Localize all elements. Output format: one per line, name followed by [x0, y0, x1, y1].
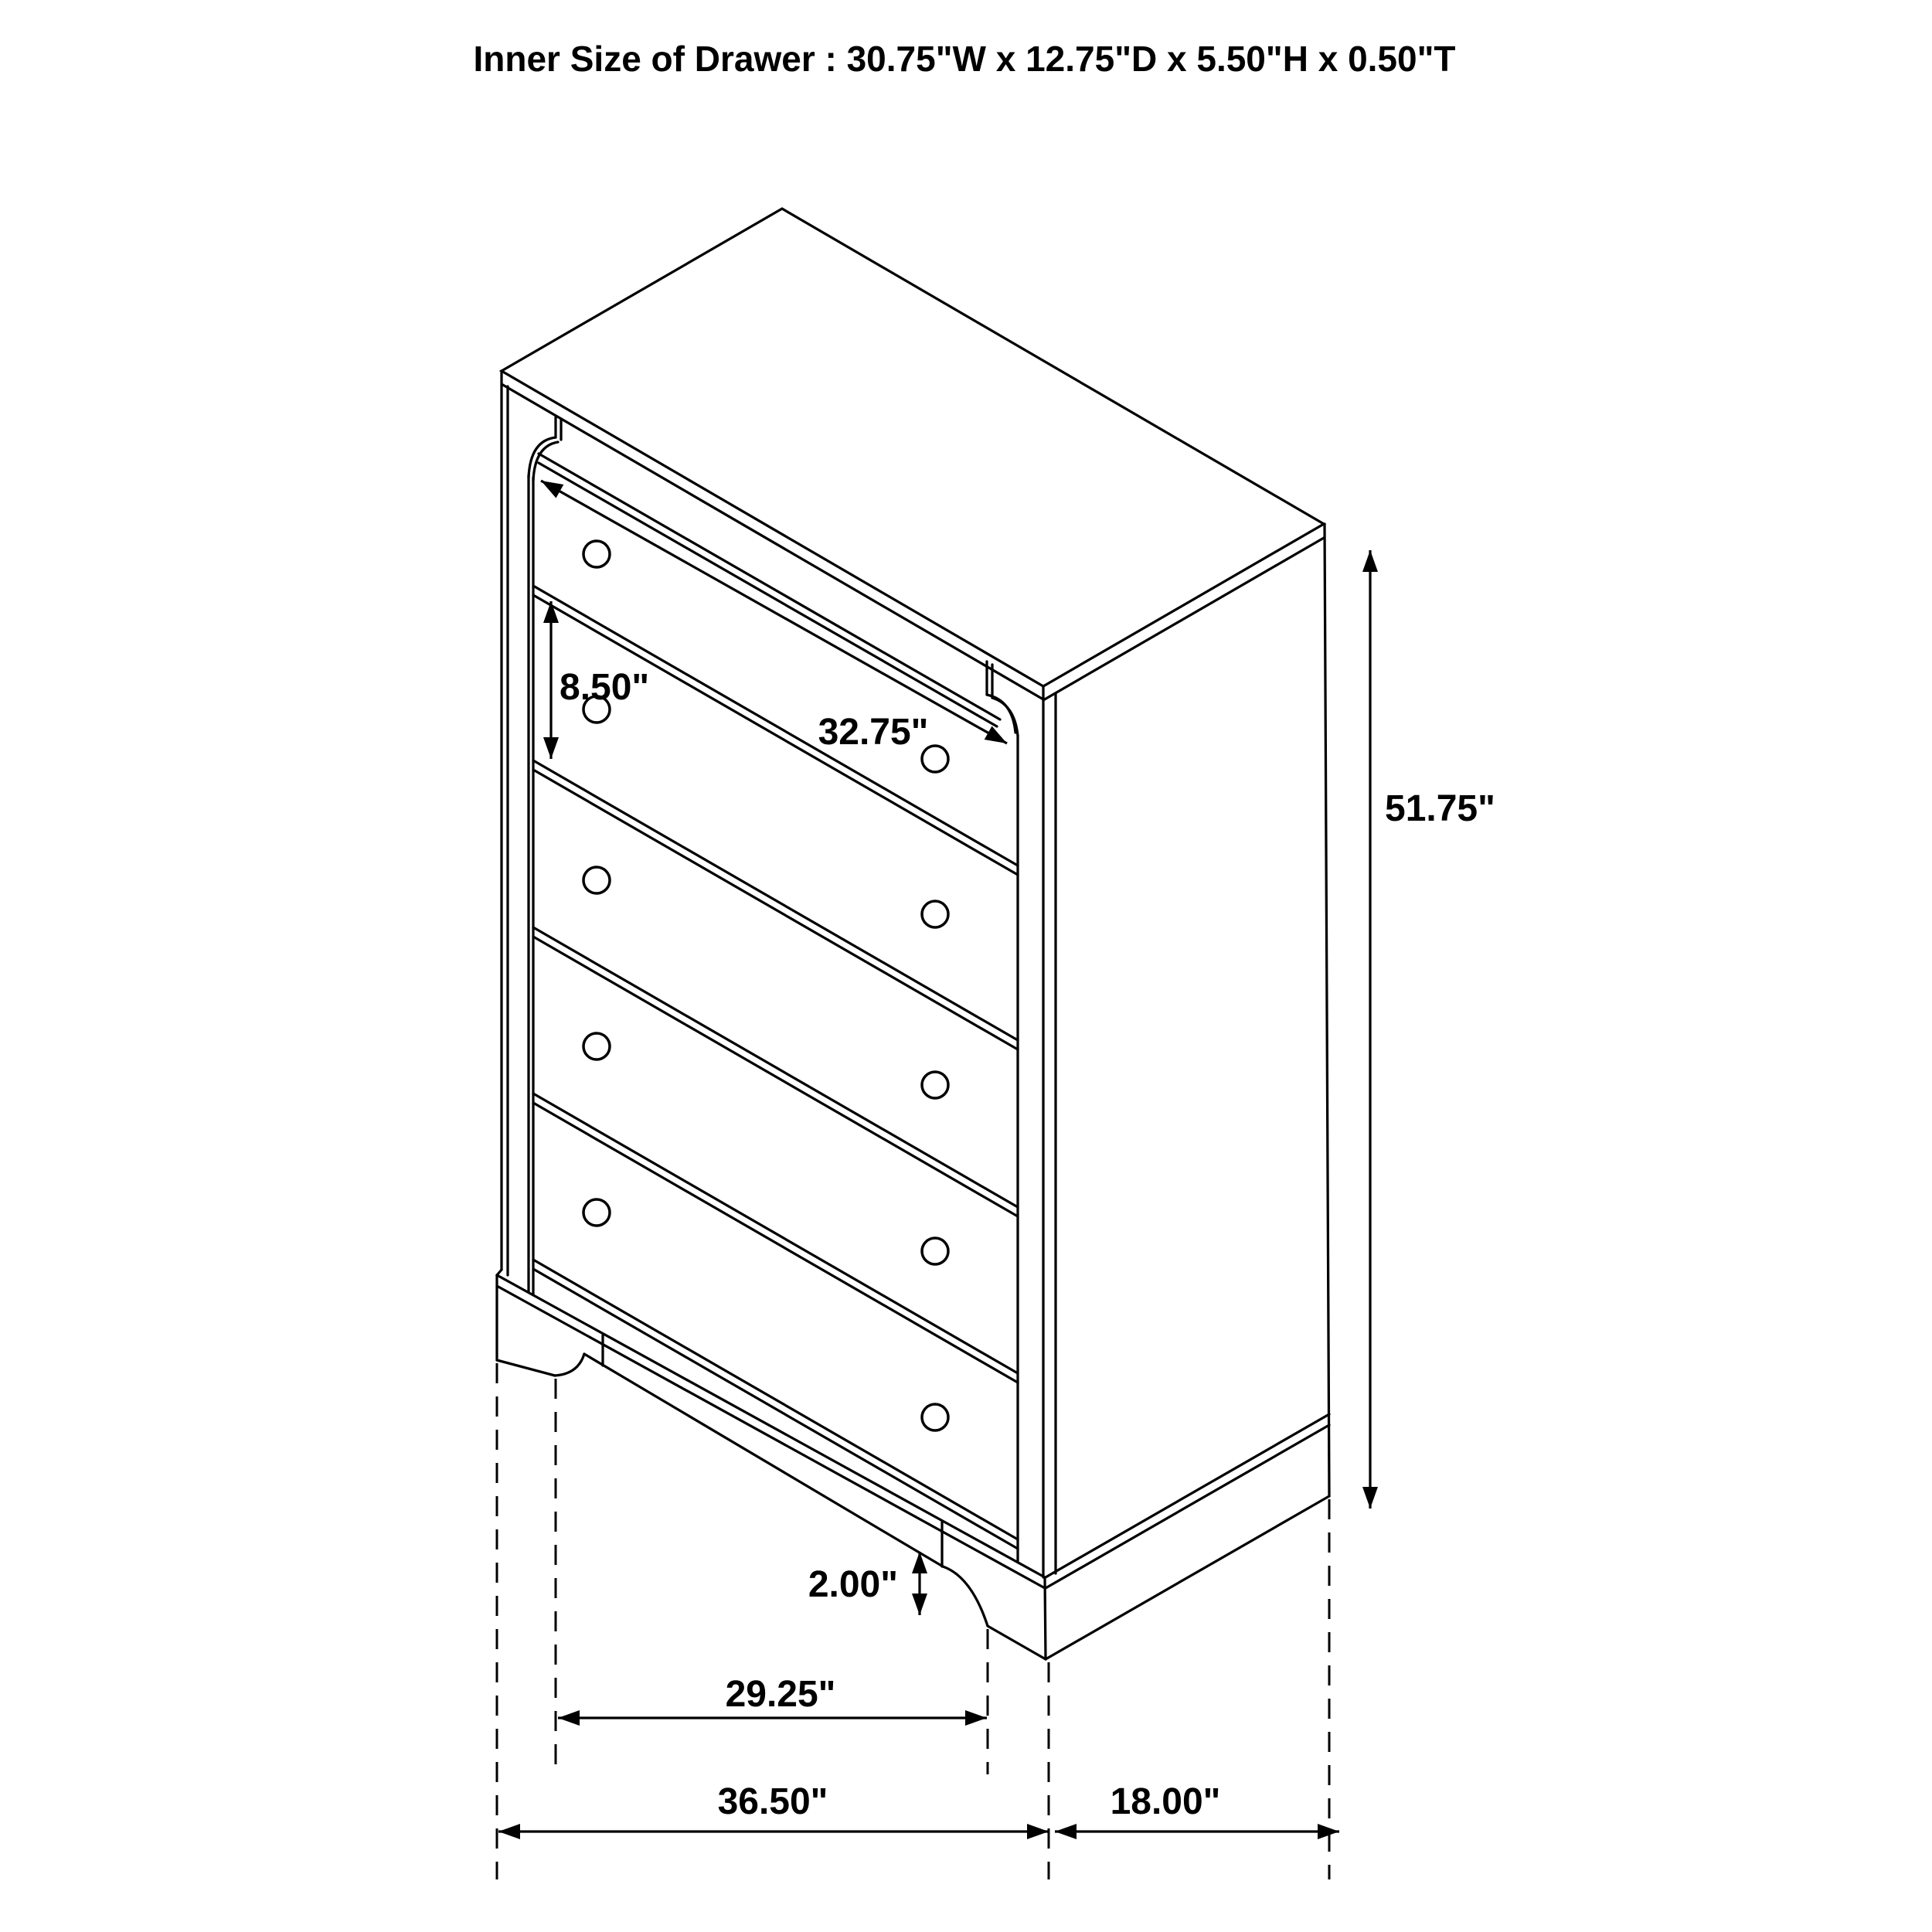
dimension-overall-depth	[1055, 1781, 1339, 1839]
arrowhead	[543, 601, 559, 623]
arrowhead	[1362, 1487, 1378, 1509]
structure-line	[943, 1566, 988, 1626]
structure-line	[533, 595, 1018, 875]
structure-line	[502, 384, 1043, 699]
dim-label-overall-depth: 18.00"	[1110, 1781, 1221, 1822]
arrowhead	[558, 1710, 580, 1726]
structure-line	[1046, 1496, 1329, 1659]
drawer-knob	[583, 867, 610, 893]
arrowhead	[543, 737, 559, 759]
dim-label-drawer-height: 8.50"	[560, 667, 650, 708]
structure-line	[555, 1354, 584, 1376]
drawer-knob	[922, 1072, 948, 1098]
structure-line	[1046, 1425, 1329, 1588]
cabinet-structure	[497, 209, 1329, 1659]
structure-line	[533, 927, 1018, 1207]
drawer-knob	[922, 901, 948, 927]
dim-label-overall-width: 36.50"	[717, 1781, 828, 1822]
structure-line	[497, 1360, 555, 1376]
dimension-foot-height	[808, 1552, 927, 1615]
structure-line	[1043, 538, 1324, 700]
dim-label-foot-span: 29.25"	[725, 1674, 836, 1715]
drawer-knob	[583, 1199, 610, 1226]
dimension-overall-height	[1362, 550, 1495, 1509]
structure-line	[1046, 1414, 1329, 1577]
arrowhead	[1027, 1824, 1049, 1839]
diagram-title: Inner Size of Drawer : 30.75"W x 12.75"D x 5.50"H x 0.50"T	[473, 39, 1456, 79]
arrowhead	[1055, 1824, 1077, 1839]
arrowhead	[985, 726, 1007, 743]
structure-line	[1045, 1577, 1046, 1659]
structure-line	[497, 1286, 1045, 1588]
structure-line	[533, 760, 1018, 1040]
dimension-overall-width	[498, 1781, 1049, 1839]
arrowhead	[965, 1710, 987, 1726]
arrowhead	[1362, 550, 1378, 572]
structure-line	[533, 1260, 1018, 1539]
drawer-knob	[583, 541, 610, 567]
arrowhead	[498, 1824, 520, 1839]
drawer-knob	[922, 1404, 948, 1430]
structure-line	[1325, 524, 1329, 1496]
structure-line	[497, 1275, 1045, 1577]
structure-line	[988, 1626, 1046, 1659]
arrowhead	[912, 1594, 927, 1615]
dim-label-drawer-width: 32.75"	[818, 712, 929, 753]
dimension-foot-span	[558, 1674, 987, 1726]
dim-label-foot-height: 2.00"	[808, 1564, 898, 1605]
drawer-knob	[922, 1238, 948, 1264]
structure-line	[584, 1354, 943, 1566]
arrowhead	[541, 481, 563, 498]
structure-line	[533, 1094, 1018, 1373]
drawer-knob	[583, 1033, 610, 1060]
structure-line	[502, 209, 1324, 686]
dim-label-overall-height: 51.75"	[1385, 788, 1495, 829]
dimension-drawer-height	[543, 601, 649, 759]
